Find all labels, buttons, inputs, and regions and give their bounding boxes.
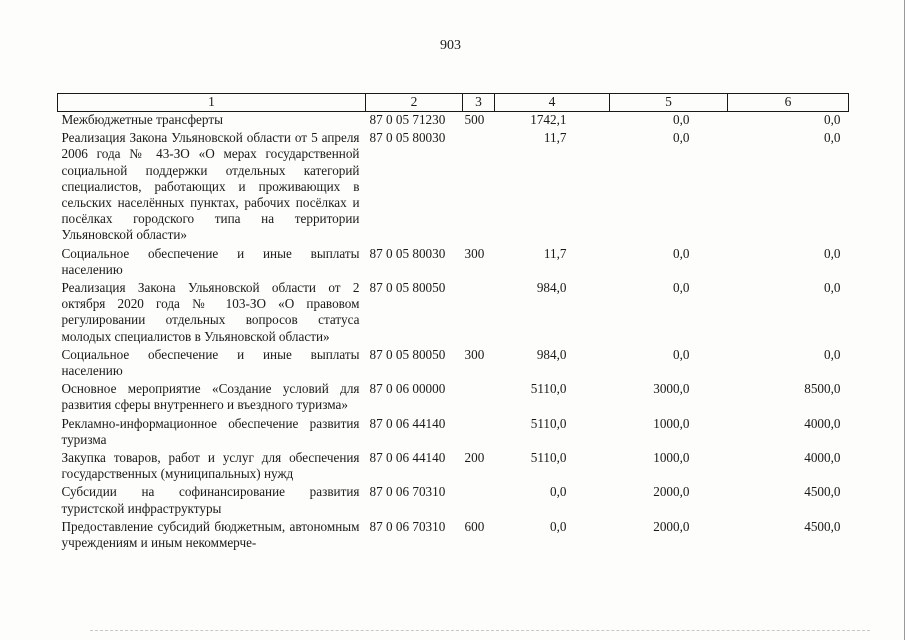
cell-target-article: 87 0 06 44140 — [369, 450, 446, 466]
cell-expense-type — [463, 416, 495, 450]
table-row — [58, 450, 849, 484]
cell-expense-type: 200 — [464, 450, 485, 466]
budget-table — [57, 93, 849, 553]
cell-target-article: 87 0 05 71230 — [369, 112, 446, 127]
cell-name: Межбюджетные трансферты — [61, 112, 223, 127]
cell-amount-year-1: 1742,1 — [530, 112, 567, 127]
cell-amount-year-2: 0,0 — [673, 280, 690, 296]
cell-amount-year-3: 0,0 — [824, 346, 841, 362]
cell-name: Реализация Закона Ульяновской области от 5 апреля 2006 года № 43-ЗО «О мерах государственной социальной поддержки отдельных категорий специалистов, работающих и проживающих в сельских населённых пунктах, рабочих посёлках и посёлках городского типа на территории Ульяновской области» — [61, 130, 360, 243]
cell-amount-year-3: 8500,0 — [804, 381, 841, 397]
column-header: 3 — [463, 94, 495, 112]
table-row — [58, 381, 849, 415]
cell-name: Предоставление субсидий бюджетным, автономным учреждениям и иным некоммерче- — [61, 518, 360, 551]
cell-target-article: 87 0 06 70310 — [369, 518, 446, 534]
cell-name: Основное мероприятие «Создание условий для развития сферы внутреннего и въездного туризма» — [61, 381, 360, 413]
cell-target-article: 87 0 06 70310 — [369, 484, 446, 500]
cell-target-article: 87 0 06 44140 — [369, 415, 446, 431]
cell-target-article: 87 0 06 00000 — [369, 381, 446, 397]
cell-amount-year-3: 4500,0 — [804, 484, 841, 500]
table-row — [58, 416, 849, 450]
cell-amount-year-1: 0,0 — [550, 518, 567, 534]
cell-name: Социальное обеспечение и иные выплаты населению — [61, 245, 360, 277]
cell-amount-year-2: 2000,0 — [653, 518, 690, 534]
table-row — [58, 246, 849, 280]
cell-amount-year-2: 0,0 — [673, 130, 690, 146]
column-header: 2 — [366, 94, 463, 112]
cell-expense-type: 600 — [464, 518, 485, 534]
cell-expense-type — [463, 130, 495, 245]
cell-amount-year-1: 984,0 — [536, 280, 567, 296]
table-row — [58, 347, 849, 381]
page-number: 903 — [440, 38, 461, 53]
cell-amount-year-1: 11,7 — [543, 245, 567, 261]
cell-amount-year-1: 11,7 — [543, 130, 567, 146]
table-row — [58, 130, 849, 245]
cell-expense-type — [463, 280, 495, 347]
cell-amount-year-3: 0,0 — [824, 280, 841, 296]
column-header: 5 — [610, 94, 728, 112]
cell-amount-year-2: 0,0 — [673, 346, 690, 362]
cell-amount-year-1: 984,0 — [536, 346, 567, 362]
cell-name: Социальное обеспечение и иные выплаты населению — [61, 346, 360, 379]
cell-amount-year-3: 4000,0 — [804, 450, 841, 466]
cell-target-article: 87 0 05 80030 — [369, 245, 446, 261]
table-row — [58, 519, 849, 553]
cell-target-article: 87 0 05 80030 — [369, 130, 446, 146]
cell-amount-year-3: 0,0 — [824, 130, 841, 146]
column-header: 1 — [58, 94, 366, 112]
cell-amount-year-2: 1000,0 — [653, 415, 690, 431]
cell-target-article: 87 0 05 80050 — [369, 346, 446, 362]
cell-expense-type — [463, 381, 495, 415]
table-header-row — [58, 94, 849, 112]
cell-amount-year-2: 2000,0 — [653, 484, 690, 500]
cell-amount-year-2: 0,0 — [673, 112, 690, 127]
cell-expense-type: 300 — [464, 245, 485, 261]
cell-amount-year-2: 0,0 — [673, 245, 690, 261]
cell-amount-year-3: 4500,0 — [804, 518, 841, 534]
cell-expense-type: 500 — [464, 112, 485, 127]
cell-name: Реализация Закона Ульяновской области от 2 октября 2020 года № 103-ЗО «О правовом регулировании отдельных вопросов статуса молодых специалистов в Ульяновской области» — [61, 280, 360, 344]
scan-artifact-line — [90, 630, 870, 631]
table-body — [58, 112, 849, 554]
table-row — [58, 484, 849, 518]
table-row — [58, 280, 849, 347]
cell-amount-year-1: 5110,0 — [530, 415, 567, 431]
table-row — [58, 112, 849, 131]
cell-name: Рекламно-информационное обеспечение развития туризма — [61, 415, 360, 447]
cell-target-article: 87 0 05 80050 — [369, 280, 446, 296]
cell-amount-year-2: 1000,0 — [653, 450, 690, 466]
cell-amount-year-2: 3000,0 — [653, 381, 690, 397]
cell-amount-year-3: 0,0 — [824, 245, 841, 261]
cell-expense-type: 300 — [464, 346, 485, 362]
cell-amount-year-1: 5110,0 — [530, 450, 567, 466]
cell-amount-year-1: 5110,0 — [530, 381, 567, 397]
cell-name: Закупка товаров, работ и услуг для обеспечения государственных (муниципальных) нужд — [61, 450, 360, 482]
cell-amount-year-3: 4000,0 — [804, 415, 841, 431]
cell-name: Субсидии на софинансирование развития туристской инфраструктуры — [61, 484, 360, 516]
column-header: 6 — [728, 94, 849, 112]
cell-amount-year-1: 0,0 — [550, 484, 567, 500]
cell-expense-type — [463, 484, 495, 518]
cell-amount-year-3: 0,0 — [824, 112, 841, 127]
column-header: 4 — [495, 94, 610, 112]
